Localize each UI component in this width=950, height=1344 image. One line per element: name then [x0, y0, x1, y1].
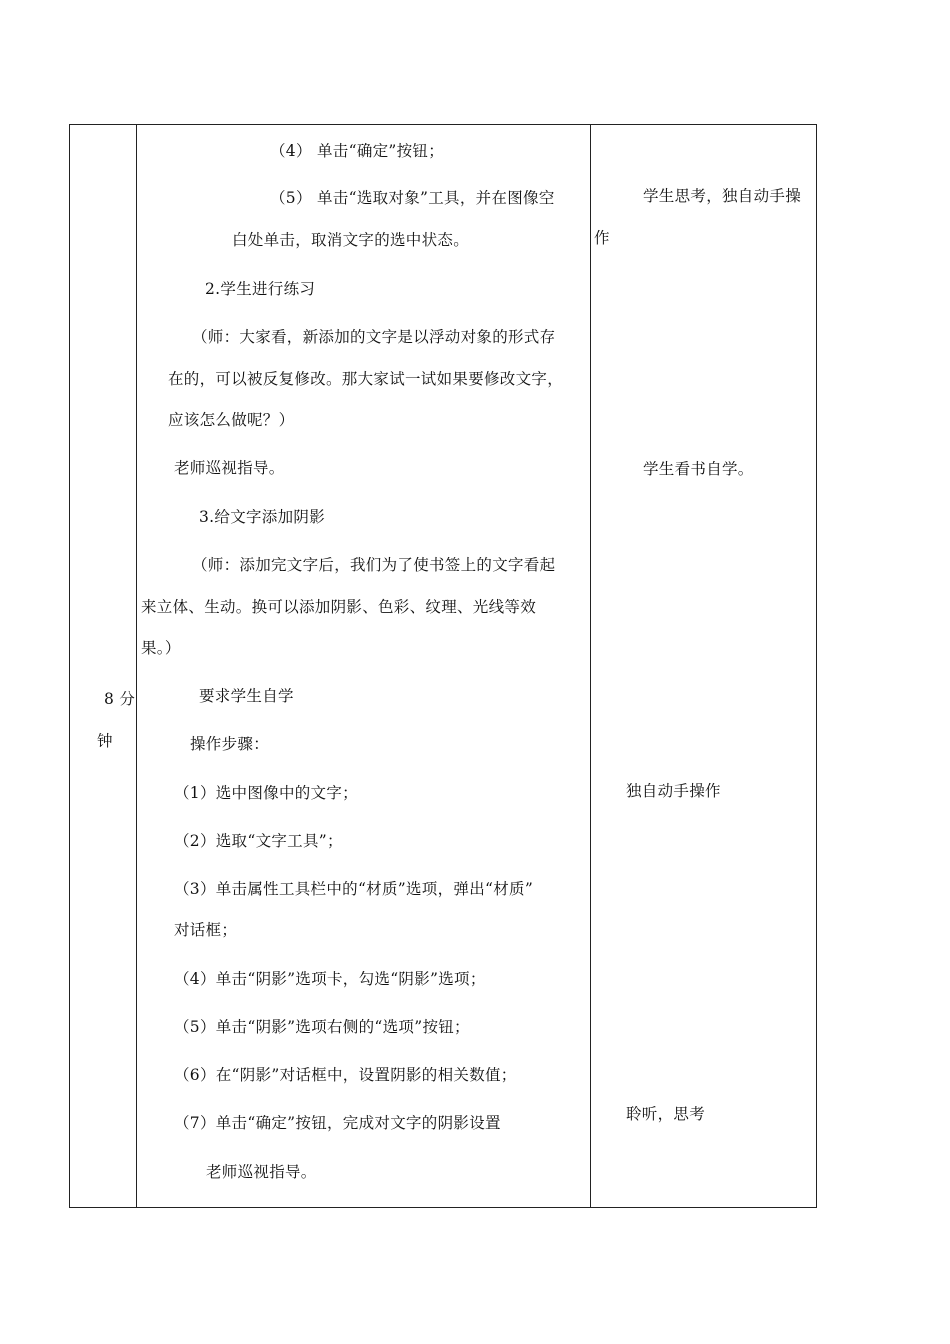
step-item: （2）选取“文字工具”；: [174, 832, 343, 850]
step-item: （7）单击“确定”按钮，完成对文字的阴影设置: [174, 1114, 501, 1132]
time-cell-line1: 8 分: [104, 690, 136, 708]
step-item: （1）选中图像中的文字；: [174, 784, 358, 802]
teacher-note2-line2: 来立体、生动。换可以添加阴影、色彩、纹理、光线等效: [141, 598, 537, 616]
step-item: （6）在“阴影”对话框中，设置阴影的相关数值；: [174, 1066, 517, 1084]
teacher-note2-line1: （师：添加完文字后，我们为了使书签上的文字看起: [192, 556, 556, 574]
student-listen-think: 聆听，思考: [626, 1105, 706, 1123]
teacher-note2-line3: 果。）: [141, 639, 181, 657]
step4-confirm: （4） 单击“确定”按钮；: [270, 142, 445, 160]
step-item: （5）单击“阴影”选项右侧的“选项”按钮；: [174, 1018, 470, 1036]
self-study-requirement: 要求学生自学: [199, 687, 294, 705]
steps-heading: 操作步骤：: [190, 735, 270, 753]
step-item-continuation: 对话框；: [174, 921, 238, 939]
step-item: （4）单击“阴影”选项卡，勾选“阴影”选项；: [174, 970, 486, 988]
student-think-line1: 学生思考，独自动手操: [643, 187, 802, 205]
student-hands-on: 独自动手操作: [626, 782, 721, 800]
shadow-heading: 3.给文字添加阴影: [199, 508, 325, 526]
patrol-guidance-1: 老师巡视指导。: [174, 459, 285, 477]
step5-line2: 白处单击，取消文字的选中状态。: [232, 231, 470, 249]
step5-line1: （5） 单击“选取对象”工具，并在图像空: [270, 189, 555, 207]
column-divider-student: [590, 124, 591, 1208]
student-think-line2: 作: [594, 229, 610, 247]
column-divider-time: [136, 124, 137, 1208]
lesson-table: [69, 124, 817, 1208]
teacher-note1-line3: 应该怎么做呢？）: [168, 411, 295, 429]
patrol-guidance-2: 老师巡视指导。: [206, 1163, 317, 1181]
time-cell-line2: 钟: [97, 732, 113, 750]
student-read-book: 学生看书自学。: [643, 460, 754, 478]
step-item: （3）单击属性工具栏中的“材质”选项，弹出“材质”: [174, 880, 534, 898]
teacher-note1-line1: （师：大家看，新添加的文字是以浮动对象的形式存: [192, 328, 556, 346]
practice-heading: 2.学生进行练习: [205, 280, 316, 298]
teacher-note1-line2: 在的，可以被反复修改。那大家试一试如果要修改文字，: [168, 370, 564, 388]
